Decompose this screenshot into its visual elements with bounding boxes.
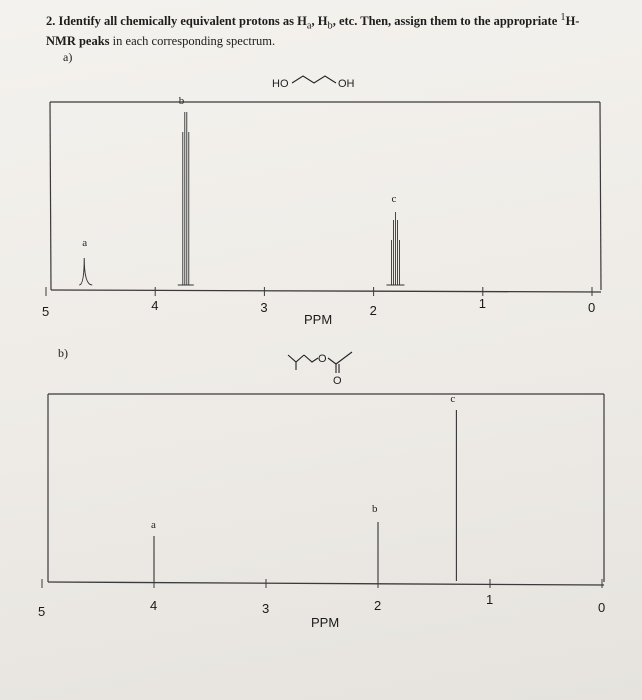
tick-label-b-1: 1 — [486, 592, 494, 607]
molecule-a-ho: HO — [272, 78, 289, 90]
axis-b — [48, 582, 604, 585]
peak-b-c — [450, 393, 456, 581]
molecule-b-acyl — [328, 352, 352, 364]
frame-a-left — [50, 102, 51, 290]
spectrum-b-frame — [48, 394, 604, 585]
part-b-label: b) — [58, 346, 68, 360]
peak-a-b — [178, 95, 194, 285]
molecule-a — [272, 76, 355, 90]
peak-label-b-b: b — [372, 503, 378, 515]
peak-label-b-c: c — [450, 393, 456, 405]
tick-label-a-5: 5 — [42, 304, 50, 319]
tick-label-b-4: 4 — [150, 598, 158, 613]
tick-label-a-1: 1 — [478, 296, 487, 311]
axis-a — [51, 290, 601, 292]
tick-label-a-2: 2 — [369, 303, 377, 318]
tick-label-a-3: 3 — [260, 300, 268, 315]
tick-label-a-4: 4 — [151, 298, 159, 313]
question-line1-end: , etc. Then, assign them to the appropriate — [332, 14, 561, 29]
molecule-b-isopropyl — [288, 355, 304, 362]
tick-label-b-3: 3 — [262, 601, 270, 616]
subscript-a: a — [306, 20, 312, 32]
peak-a-a — [79, 237, 92, 285]
peak-label-a-c: c — [391, 193, 397, 205]
tick-label-a-0: 0 — [588, 300, 596, 315]
spectrum-b-peaks — [151, 393, 456, 581]
question-line1-mid: , H — [311, 14, 328, 29]
peak-label-a-b: b — [178, 95, 185, 107]
spectrum-a-peaks — [79, 95, 404, 285]
tick-label-b-0: 0 — [598, 600, 606, 615]
spectrum-a-frame — [50, 102, 601, 292]
peak-b-a — [151, 519, 156, 581]
question-line2-rest: in each corresponding spectrum. — [109, 33, 276, 48]
tick-label-b-5: 5 — [38, 604, 46, 619]
question-line1-start: 2. Identify all chemically equivalent protons as H — [46, 14, 307, 29]
peak-b-b — [372, 503, 378, 581]
subscript-b: b — [327, 20, 333, 32]
molecule-b-carbonyl-o: O — [333, 375, 342, 387]
tick-label-b-2: 2 — [374, 598, 382, 613]
axis-a-label: PPM — [304, 312, 333, 327]
axis-b-label: PPM — [311, 615, 340, 630]
molecule-b-ether-o: O — [318, 353, 327, 365]
nucleus-label: H- — [565, 14, 580, 29]
superscript-1: 1 — [560, 12, 566, 23]
molecule-a-oh: OH — [338, 78, 355, 90]
frame-a-right — [600, 102, 601, 290]
molecule-a-chain — [292, 76, 336, 83]
molecule-b-chain — [304, 355, 318, 362]
peak-label-b-a: a — [151, 519, 156, 531]
part-a-label: a) — [63, 50, 73, 64]
molecule-b — [288, 352, 352, 387]
peak-label-a-a: a — [82, 237, 88, 249]
peak-a-c — [386, 193, 404, 285]
question-line2-bold: NMR peaks — [46, 33, 110, 48]
